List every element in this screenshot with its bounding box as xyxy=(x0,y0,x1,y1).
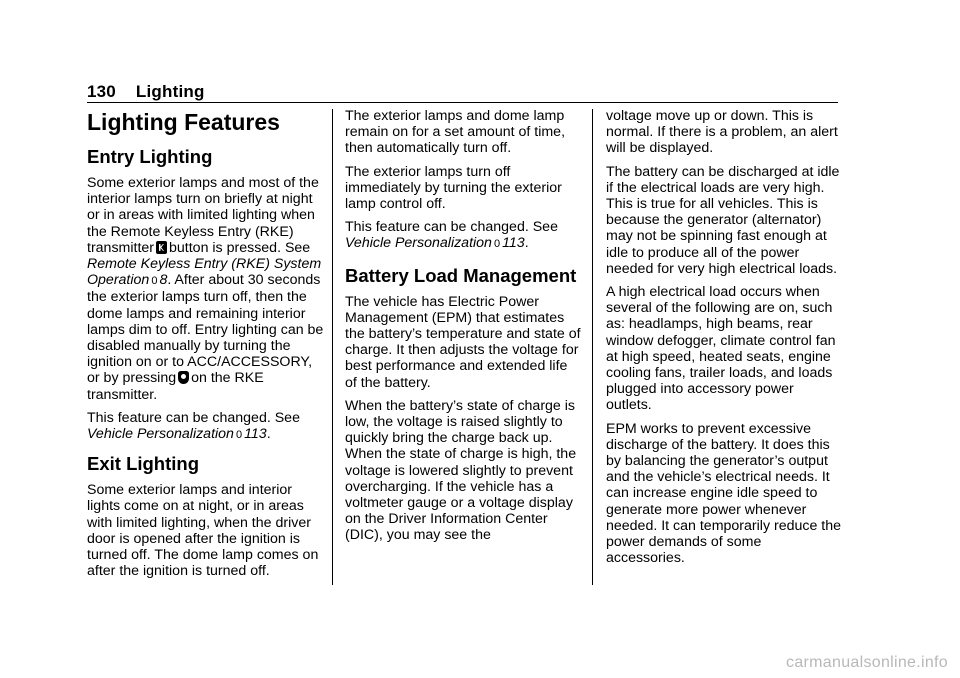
epm-paragraph: The vehicle has Electric Power Management (EPM) that estimates the battery’s temperature and state of charge. It then adjusts the voltage for best performance and extended life of the battery. xyxy=(345,293,581,391)
battery-load-heading: Battery Load Management xyxy=(345,264,577,286)
personalization-paragraph: This feature can be changed. See Vehicle Personalization 0 113. xyxy=(345,219,558,252)
entry-lighting-paragraph: Some exterior lamps and most of the interior lamps turn on briefly at night or in areas with limited lighting when the Remote Keyless Entry (RKE) transmitter button is pressed. See Remote Keyless Entry (RKE) System Operation 0 8. After about 30 seconds the exterior lamps turn off, then the dome lamps and remaining interior lamps dim to off. Entry lighting can be disabled manually by turning the ignition on or to ACC/ACCESSORY, or by pressing on the RKE transmitter. xyxy=(87,175,324,403)
xref-arrow-icon: 0 xyxy=(493,238,501,251)
entry-lighting-heading: Entry Lighting xyxy=(87,146,213,167)
column-3 xyxy=(606,108,842,573)
lamp-control-paragraph: The exterior lamps turn off immediately by turning the exterior lamp control off. xyxy=(345,163,562,213)
column-2 xyxy=(345,108,581,551)
electrical-load-paragraph: A high electrical load occurs when several of the following are on, such as: headlamps, high beams, rear window defogger, climate control fan at high speed, heated seats, engine cooling fans, trailer loads, and loads plugged into accessory power outlets. xyxy=(606,284,836,414)
column-1 xyxy=(87,108,327,586)
unlock-icon xyxy=(178,371,189,384)
lock-icon xyxy=(156,241,167,254)
header-rule xyxy=(87,102,838,103)
xref-arrow-icon: 0 xyxy=(151,275,158,288)
exit-lighting-paragraph: Some exterior lamps and interior lights come on at night, or in areas with limited lighting, when the driver door is opened after the ignition is turned off. The dome lamp comes on after the ignition is turned off. xyxy=(87,482,319,580)
voltage-paragraph: voltage move up or down. This is normal. If there is a problem, an alert will be displayed. xyxy=(606,108,838,157)
xref-personalization-link[interactable]: Vehicle Personalization 0 113 xyxy=(87,426,267,443)
page-title: Lighting Features xyxy=(87,109,280,135)
section-title: Lighting xyxy=(135,82,205,101)
state-of-charge-paragraph: When the battery’s state of charge is low, the voltage is raised slightly to quickly bring the charge back up. When the state of charge is high, the voltage is lowered slightly to prevent overcharging. If the vehicle has a voltmeter gauge or a voltage display on the Driver Information Center (DIC), you may see the xyxy=(345,397,577,544)
page-number: 130 xyxy=(87,82,116,101)
entry-personalization-paragraph: This feature can be changed. See Vehicle Personalization 0 113. xyxy=(87,409,300,443)
watermark: carmanualsonline.info xyxy=(786,654,948,671)
epm-works-paragraph: EPM works to prevent excessive discharge of the battery. It does this by balancing the generator’s output and the vehicle’s electrical needs. It can increase engine idle speed to generate more power whenever needed. It can temporarily reduce the power demands of some accessories. xyxy=(606,420,842,567)
exit-lighting-heading: Exit Lighting xyxy=(87,453,200,475)
discharge-paragraph: The battery can be discharged at idle if the electrical loads are very high. This is true for all vehicles. This is because the generator (alternator) may not be spinning fast enough at idle to produce all of the power needed for very high electrical loads. xyxy=(606,163,840,277)
column-divider xyxy=(332,109,333,585)
xref-rke-link[interactable]: Remote Keyless Entry (RKE) System Operation 0 8 xyxy=(87,256,322,289)
xref-arrow-icon: 0 xyxy=(235,429,243,442)
column-divider xyxy=(592,109,593,585)
dome-lamp-paragraph: The exterior lamps and dome lamp remain on for a set amount of time, then automatically turn off. xyxy=(345,108,566,157)
xref-personalization-link[interactable]: Vehicle Personalization 0 113 xyxy=(345,235,525,252)
running-header xyxy=(87,82,205,102)
